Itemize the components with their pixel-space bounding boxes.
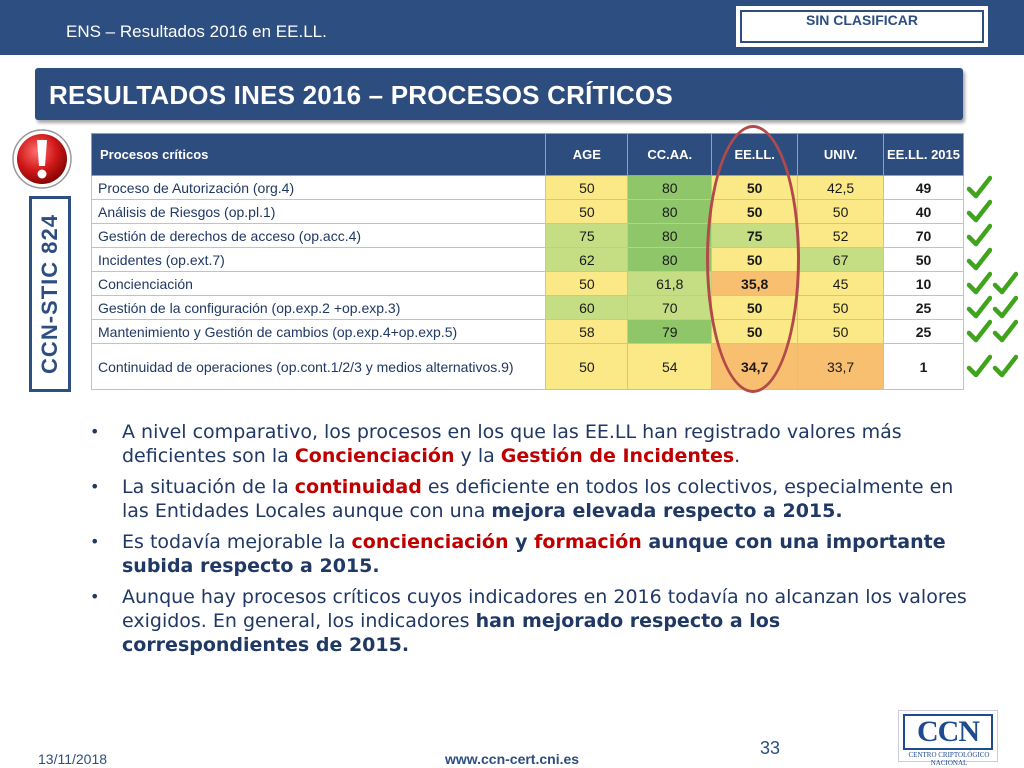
process-name: Proceso de Autorización (org.4) xyxy=(92,176,546,200)
eell-column-highlight-oval xyxy=(706,125,800,393)
value-eell: 35,8 xyxy=(712,272,798,296)
value-eell-2015: 1 xyxy=(884,344,964,390)
value-ccaa: 80 xyxy=(628,248,712,272)
stic-reference-tag xyxy=(29,196,71,392)
value-univ: 50 xyxy=(798,200,884,224)
classification-label: SIN CLASIFICAR xyxy=(740,10,984,43)
value-eell: 50 xyxy=(712,248,798,272)
value-age: 50 xyxy=(546,176,628,200)
value-age: 50 xyxy=(546,272,628,296)
value-ccaa: 54 xyxy=(628,344,712,390)
value-eell-2015: 10 xyxy=(884,272,964,296)
check-row xyxy=(966,199,992,225)
findings-list xyxy=(88,420,968,664)
table-row xyxy=(92,248,964,272)
finding-item xyxy=(88,530,968,578)
value-ccaa: 70 xyxy=(628,296,712,320)
stic-reference-label: CCN-STIC 824 xyxy=(37,214,63,374)
classification-badge xyxy=(734,4,990,49)
finding-text: Aunque hay procesos críticos cuyos indicadores en 2016 todavía no alcanzan los valores exigidos. En general, los indicadores han mejorado respecto a los correspondientes de 2015. xyxy=(122,586,967,656)
header-eell: EE.LL. xyxy=(712,134,798,176)
table-header-row xyxy=(92,134,964,176)
value-eell-2015: 25 xyxy=(884,320,964,344)
value-ccaa: 80 xyxy=(628,200,712,224)
finding-item xyxy=(88,420,968,468)
value-eell: 50 xyxy=(712,200,798,224)
value-ccaa: 79 xyxy=(628,320,712,344)
checkmark-icon xyxy=(966,319,992,345)
table-row xyxy=(92,296,964,320)
header-eell-2015: EE.LL. 2015 xyxy=(884,134,964,176)
presentation-title: ENS – Resultados 2016 en EE.LL. xyxy=(66,22,327,41)
value-univ: 52 xyxy=(798,224,884,248)
value-eell: 50 xyxy=(712,176,798,200)
bullet-icon: • xyxy=(90,477,100,496)
value-eell-2015: 50 xyxy=(884,248,964,272)
check-row xyxy=(966,271,1018,297)
value-eell-2015: 70 xyxy=(884,224,964,248)
value-eell-2015: 49 xyxy=(884,176,964,200)
check-row xyxy=(966,223,992,249)
value-ccaa: 80 xyxy=(628,224,712,248)
check-row xyxy=(966,319,1018,345)
process-name: Incidentes (op.ext.7) xyxy=(92,248,546,272)
checkmark-icon xyxy=(966,354,992,380)
checkmark-icon xyxy=(966,223,992,249)
value-age: 50 xyxy=(546,344,628,390)
footer-date: 13/11/2018 xyxy=(38,751,108,767)
process-name: Concienciación xyxy=(92,272,546,296)
check-row xyxy=(966,247,992,273)
checkmark-icon xyxy=(992,271,1018,297)
value-eell-2015: 25 xyxy=(884,296,964,320)
value-univ: 50 xyxy=(798,320,884,344)
process-name: Gestión de derechos de acceso (op.acc.4) xyxy=(92,224,546,248)
value-univ: 50 xyxy=(798,296,884,320)
finding-text: La situación de la continuidad es deficiente en todos los colectivos, especialmente en las Entidades Locales aunque con una mejora elevada respecto a 2015. xyxy=(122,476,954,522)
header-processes: Procesos críticos xyxy=(92,134,546,176)
critical-processes-table xyxy=(91,133,964,390)
checkmark-icon xyxy=(966,295,992,321)
value-eell-2015: 40 xyxy=(884,200,964,224)
page-number: 33 xyxy=(760,738,781,758)
value-age: 60 xyxy=(546,296,628,320)
check-row xyxy=(966,354,1018,380)
checkmark-icon xyxy=(992,295,1018,321)
checkmark-icon xyxy=(992,319,1018,345)
bullet-icon: • xyxy=(90,587,100,606)
process-name: Mantenimiento y Gestión de cambios (op.exp.4+op.exp.5) xyxy=(92,320,546,344)
value-age: 58 xyxy=(546,320,628,344)
process-name: Gestión de la configuración (op.exp.2 +op.exp.3) xyxy=(92,296,546,320)
value-age: 75 xyxy=(546,224,628,248)
header-univ: UNIV. xyxy=(798,134,884,176)
process-name: Análisis de Riesgos (op.pl.1) xyxy=(92,200,546,224)
section-heading-bar xyxy=(35,68,963,120)
table-row xyxy=(92,224,964,248)
value-eell: 50 xyxy=(712,296,798,320)
checkmark-icon xyxy=(992,354,1018,380)
section-heading: RESULTADOS INES 2016 – PROCESOS CRÍTICOS xyxy=(49,80,673,110)
value-ccaa: 80 xyxy=(628,176,712,200)
bullet-icon: • xyxy=(90,422,100,441)
value-univ: 45 xyxy=(798,272,884,296)
value-age: 50 xyxy=(546,200,628,224)
header-ccaa: CC.AA. xyxy=(628,134,712,176)
check-row xyxy=(966,175,992,201)
ccn-logo-subtitle: CENTRO CRIPTOLÓGICO NACIONAL xyxy=(908,751,990,767)
finding-item xyxy=(88,475,968,523)
checkmark-icon xyxy=(966,271,992,297)
footer-website-link[interactable]: www.ccn-cert.cni.es xyxy=(444,751,580,767)
bullet-icon: • xyxy=(90,532,100,551)
header-age: AGE xyxy=(546,134,628,176)
value-univ: 33,7 xyxy=(798,344,884,390)
value-univ: 67 xyxy=(798,248,884,272)
table-row xyxy=(92,272,964,296)
value-eell: 75 xyxy=(712,224,798,248)
top-header-bar xyxy=(0,0,1024,55)
checkmark-icon xyxy=(966,175,992,201)
value-univ: 42,5 xyxy=(798,176,884,200)
table-row xyxy=(92,320,964,344)
table-row xyxy=(92,176,964,200)
finding-text: Es todavía mejorable la concienciación y formación aunque con una importante subida respecto a 2015. xyxy=(122,531,946,577)
table-row xyxy=(92,344,964,390)
checkmark-icon xyxy=(966,247,992,273)
checkmark-icon xyxy=(966,199,992,225)
value-eell: 50 xyxy=(712,320,798,344)
process-name: Continuidad de operaciones (op.cont.1/2/3 y medios alternativos.9) xyxy=(92,344,546,390)
ccn-logo xyxy=(898,710,998,767)
value-ccaa: 61,8 xyxy=(628,272,712,296)
finding-item xyxy=(88,585,968,657)
value-eell: 34,7 xyxy=(712,344,798,390)
finding-text: A nivel comparativo, los procesos en los que las EE.LL han registrado valores más deficientes son la Concienciación y la Gestión de Incidentes. xyxy=(122,421,902,467)
value-age: 62 xyxy=(546,248,628,272)
check-row xyxy=(966,295,1018,321)
table-row xyxy=(92,200,964,224)
ccn-logo-mark: CCN xyxy=(903,714,993,750)
exclamation-alert-icon xyxy=(10,127,74,191)
